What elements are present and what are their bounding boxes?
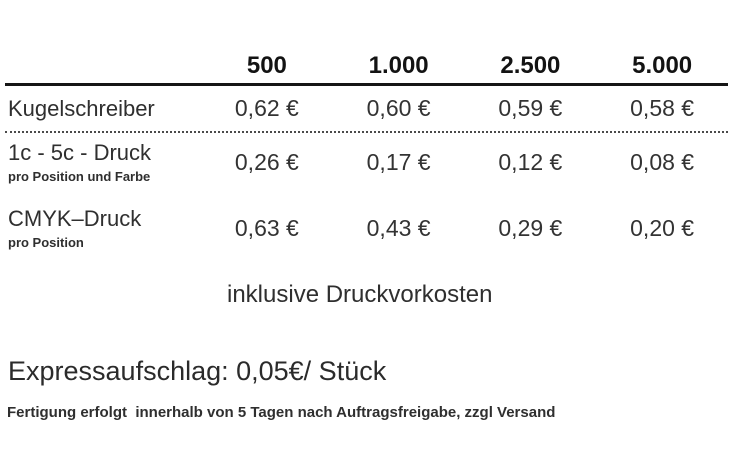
inclusive-print-costs-note: inklusive Druckvorkosten [227, 281, 493, 308]
price-cell: 0,12 € [498, 148, 563, 175]
table-row-1c-5c-druck [5, 133, 728, 191]
price-cell: 0,17 € [366, 148, 431, 175]
price-table [5, 44, 728, 261]
row-label-cell [5, 140, 201, 184]
price-cell: 0,62 € [234, 95, 299, 121]
price-cell: 0,20 € [630, 214, 695, 241]
quantity-header-500: 500 [246, 52, 287, 79]
price-cell: 0,60 € [366, 95, 431, 121]
price-cell: 0,59 € [498, 95, 563, 121]
row-label: 1c - 5c - Druck [8, 139, 152, 165]
price-cell: 0,08 € [630, 148, 695, 175]
quantity-header-1000: 1.000 [368, 52, 429, 79]
quantity-header-5000: 5.000 [632, 52, 693, 79]
price-cell: 0,43 € [366, 214, 431, 241]
quantity-header-row [5, 44, 728, 86]
price-cell: 0,58 € [630, 95, 695, 121]
price-cell: 0,26 € [234, 148, 299, 175]
row-label-cell [5, 206, 201, 250]
row-label: CMYK–Druck [8, 205, 142, 231]
row-sublabel: pro Position und Farbe [8, 169, 151, 185]
express-surcharge-note: Expressaufschlag: 0,05€/ Stück [8, 356, 387, 386]
table-row-kugelschreiber [5, 86, 728, 133]
row-label-cell [5, 96, 201, 122]
table-row-cmyk-druck [5, 191, 728, 261]
quantity-header-2500: 2.500 [500, 52, 561, 79]
price-cell: 0,63 € [234, 214, 299, 241]
production-lead-time-note: Fertigung erfolgt innerhalb von 5 Tagen nach Auftragsfreigabe, zzgl Versand [7, 404, 556, 421]
row-label: Kugelschreiber [8, 95, 155, 121]
row-sublabel: pro Position [8, 235, 84, 251]
price-cell: 0,29 € [498, 214, 563, 241]
